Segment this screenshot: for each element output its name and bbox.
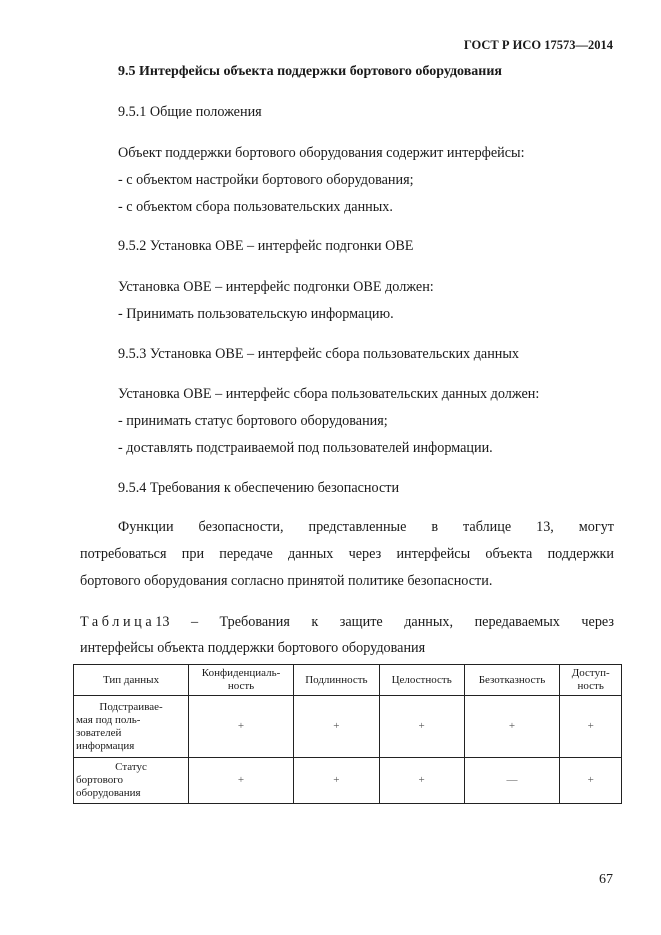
subsection-heading-9-5-3: 9.5.3 Установка OBE – интерфейс сбора пользовательских данных (118, 346, 520, 362)
list-item: - с объектом настройки бортового оборудования; (118, 172, 414, 188)
subsection-heading-9-5-4: 9.5.4 Требования к обеспечению безопасности (118, 480, 400, 496)
page-number: 67 (599, 872, 613, 887)
paragraph-text: Объект поддержки бортового оборудования содержит интерфейсы: (118, 145, 525, 161)
table-caption-text: 13 – Требования к защите данных, передаваемых через (155, 614, 614, 630)
table-caption-label: Таблица (80, 614, 156, 630)
list-item: - Принимать пользовательскую информацию. (118, 306, 394, 322)
value-cell: + (464, 696, 560, 758)
section-title: 9.5 Интерфейсы объекта поддержки бортового оборудования (118, 64, 502, 79)
column-header: Конфиденциаль- ность (189, 665, 294, 696)
list-item: - доставлять подстраиваемой под пользователей информации. (118, 440, 493, 456)
column-header: Целостность (379, 665, 464, 696)
document-header: ГОСТ Р ИСО 17573—2014 (463, 38, 613, 52)
table-row (74, 696, 622, 758)
table-row (74, 758, 622, 804)
value-cell: + (189, 696, 294, 758)
list-item: - принимать статус бортового оборудования; (118, 413, 388, 429)
paragraph-line: бортового оборудования согласно принятой политике безопасности. (80, 573, 493, 589)
subsection-heading-9-5-2: 9.5.2 Установка OBE – интерфейс подгонки OBE (118, 238, 414, 254)
data-type-cell: Подстраивае- мая под поль- зователей информация (74, 696, 189, 758)
column-header: Подлинность (294, 665, 380, 696)
data-type-cell: Статус бортового оборудования (74, 758, 189, 804)
paragraph-line: Функции безопасности, представленные в таблице 13, могут (118, 519, 614, 535)
column-header: Тип данных (74, 665, 189, 696)
subsection-heading-9-5-1: 9.5.1 Общие положения (118, 104, 262, 120)
table-header-row (74, 665, 622, 696)
table-caption-line: интерфейсы объекта поддержки бортового оборудования (80, 640, 426, 656)
table-caption (80, 609, 614, 636)
value-cell: + (379, 758, 464, 804)
value-cell: + (560, 696, 622, 758)
value-cell: + (379, 696, 464, 758)
value-cell: + (294, 758, 380, 804)
column-header: Безотказность (464, 665, 560, 696)
list-item: - с объектом сбора пользовательских данных. (118, 199, 393, 215)
security-requirements-table (73, 664, 622, 804)
value-cell: + (294, 696, 380, 758)
value-cell: + (560, 758, 622, 804)
paragraph-text: Установка OBE – интерфейс подгонки OBE должен: (118, 279, 434, 295)
value-cell: — (464, 758, 560, 804)
column-header: Доступ- ность (560, 665, 622, 696)
value-cell: + (189, 758, 294, 804)
paragraph-line: потребоваться при передаче данных через интерфейсы объекта поддержки (80, 546, 614, 562)
paragraph-text: Установка OBE – интерфейс сбора пользовательских данных должен: (118, 386, 540, 402)
